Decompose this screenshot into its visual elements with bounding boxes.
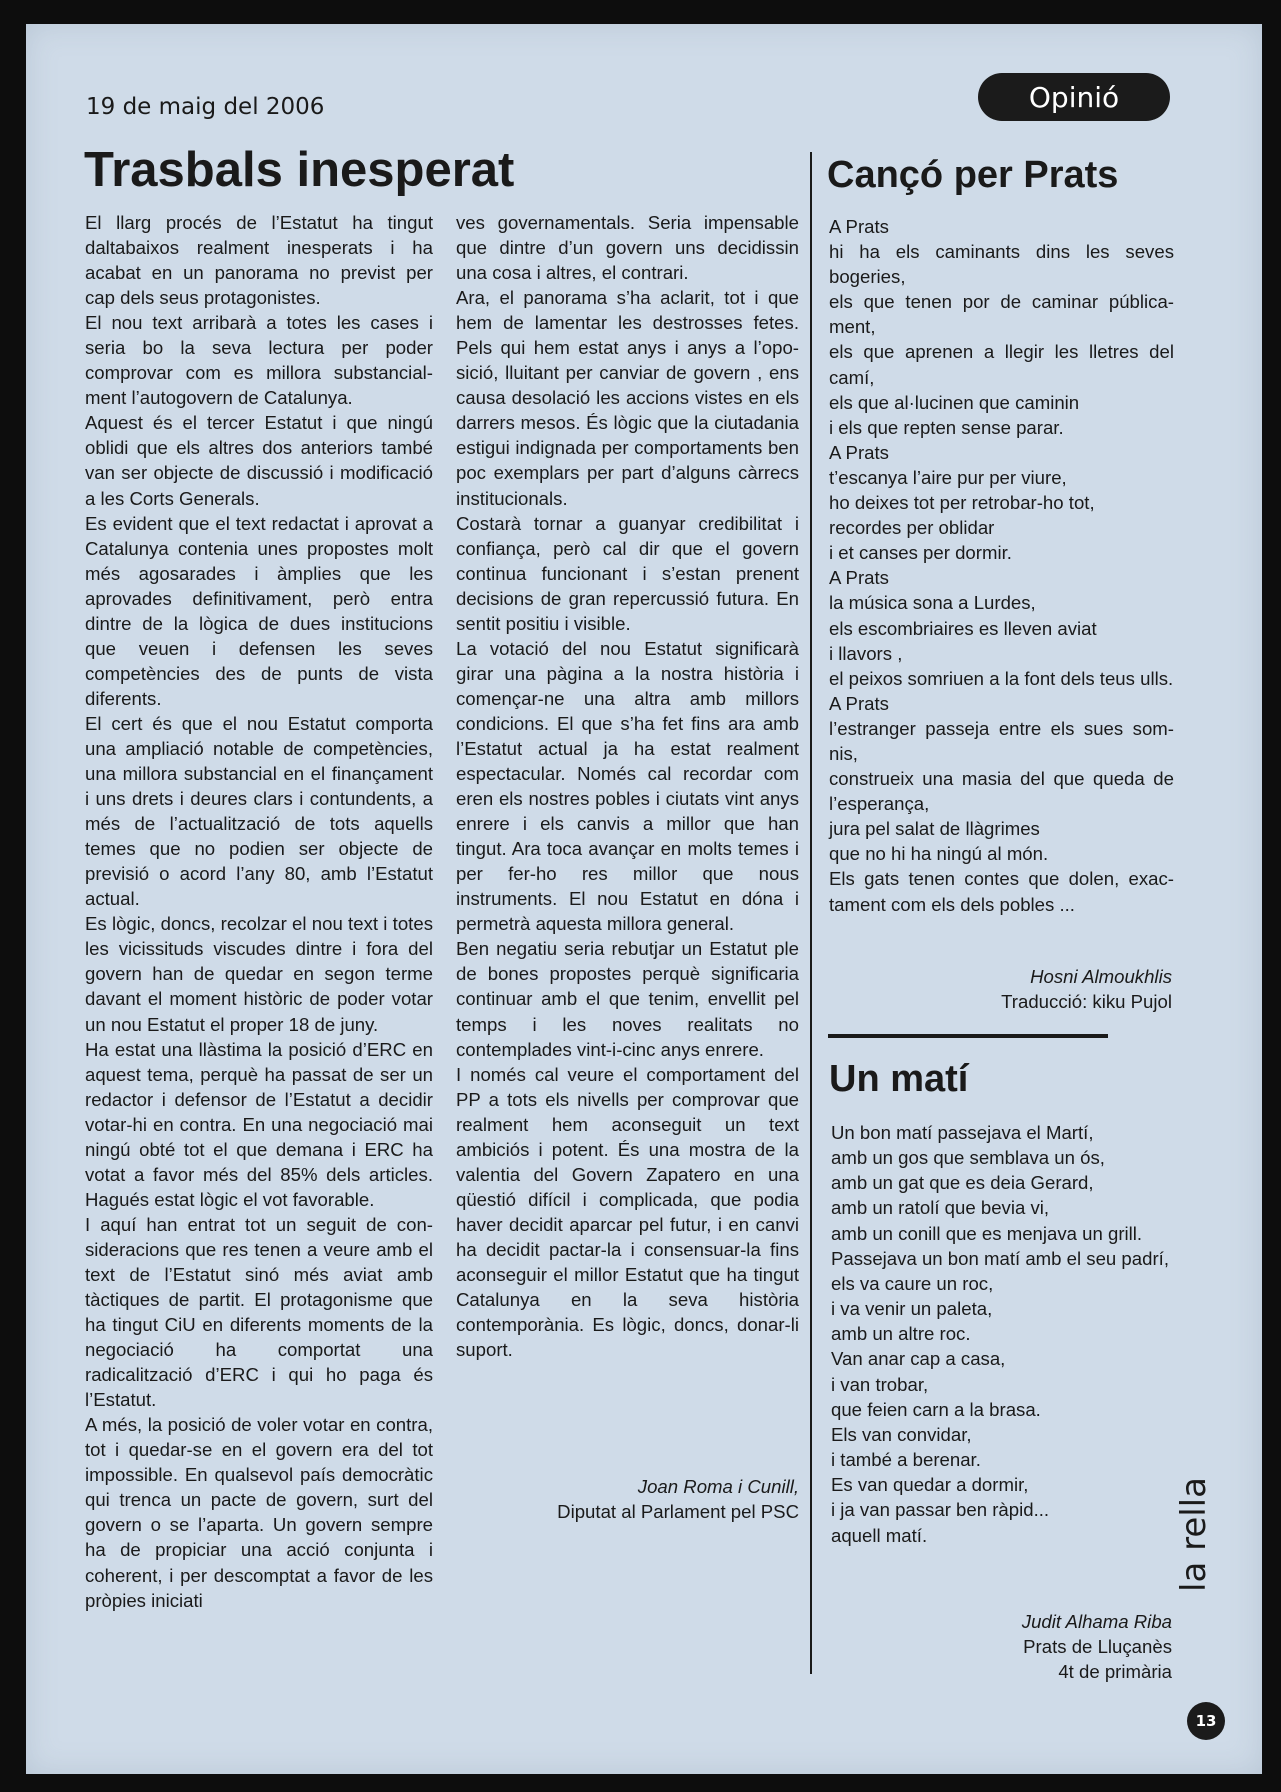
article-paragraph: Es lògic, doncs, recolzar el nou text i totes les vicissituds viscudes dintre i fora del govern han de quedar en segon terme davant el moment històric de poder votar un nou Estatut el proper 18 de juny. xyxy=(85,913,433,1035)
poem-line: amb un ratolí que bevia vi, xyxy=(831,1197,1050,1219)
article-paragraph: Aquest és el tercer Estatut i que ningú oblidi que els altres dos anteriors també van ser objecte de discussió i modificació a les Corts Generals. xyxy=(85,412,433,509)
poem-line: que feien carn a la brasa. xyxy=(831,1398,1041,1420)
poem-line: l’estranger passeja entre els sues somnis, xyxy=(829,717,1174,764)
poem2-author: Judit Alhama Riba xyxy=(1021,1611,1172,1632)
poem-line: Els gats tenen contes que dolen, exactament com els dels pobles ... xyxy=(829,868,1174,915)
poem-line: i va venir un paleta, xyxy=(831,1298,993,1320)
article-paragraph: ves governamentals. Seria impensable que dintre d’un govern uns decidissin una cosa i altres, el contrari. xyxy=(456,212,799,284)
poem-line: amb un conill que es menjava un grill. xyxy=(831,1222,1143,1244)
article-paragraph: El cert és que el nou Estatut comporta una ampliació notable de competències, una millora substancial en el finançament i uns drets i deures clars i contundents, a més de l’actualització de tots aquells temes que no podien ser objecte de previsió o acord l’any 80, amb l’Estatut actual. xyxy=(85,712,433,910)
poem-line: i et canses per dormir. xyxy=(829,542,1012,564)
article-paragraph: Ara, el panorama s’ha aclarit, tot i que hem de lamentar les destrosses fetes. Pels qui hem estat anys i anys a l’oposició, lluitant per canviar de govern , ens causa desolació les accions vistes en els darrers mesos. És lògic que la ciutadania estigui indignada per comportaments ben poc exemplars per part d’alguns càrrecs institucionals. xyxy=(456,287,799,509)
article-column-2 xyxy=(456,210,799,1362)
article-column-1 xyxy=(85,210,433,1613)
poem-line: que no hi ha ningú al món. xyxy=(829,843,1049,865)
poem-line: Es van quedar a dormir, xyxy=(831,1474,1029,1496)
column-divider xyxy=(810,152,812,1674)
poem2-grade: 4t de primària xyxy=(1058,1661,1172,1682)
poem-line: la música sona a Lurdes, xyxy=(829,592,1036,614)
poem-line: hi ha els caminants dins les seves bogeries, xyxy=(829,241,1174,288)
poem-line: amb un altre roc. xyxy=(831,1323,971,1345)
poem-line: A Prats xyxy=(829,567,889,589)
poem1-signature xyxy=(1001,964,1172,1014)
article-title: Trasbals inesperat xyxy=(84,143,515,197)
poem-line: els que aprenen a llegir les lletres del camí, xyxy=(829,341,1174,388)
newspaper-page xyxy=(26,24,1262,1774)
poem1-body xyxy=(829,214,1174,917)
poem-line: jura pel salat de llàgrimes xyxy=(829,818,1040,840)
poem-line: ho deixes tot per retrobar-ho tot, xyxy=(829,492,1095,514)
page-number-badge: 13 xyxy=(1187,1702,1225,1740)
section-badge: Opinió xyxy=(978,73,1170,121)
poem-line: construeix una masia del que queda de l’esperança, xyxy=(829,768,1174,815)
poem-line: Van anar cap a casa, xyxy=(831,1348,1006,1370)
article-paragraph: La votació del nou Estatut significarà girar una pàgina a la nostra història i començar-ne una altra amb millors condicions. El que s’ha fet fins ara amb l’Estatut actual ja ha estat realment espectacular. Només cal recordar com eren els nostres pobles i ciutats vint anys enrere i els canvis a millor que han tingut. Ara toca avançar en molts temes i per fer-ho res millor que nous instruments. El nou Estatut en dóna i permetrà aquesta millora general. xyxy=(456,637,799,935)
poem-line: i llavors , xyxy=(829,642,903,664)
poem-line: els que tenen por de caminar públicament, xyxy=(829,291,1174,338)
poem-line: A Prats xyxy=(829,441,889,463)
article-paragraph: Ha estat una llàstima la posició d’ERC en aquest tema, perquè ha passat de ser un redactor i defensor de l’Estatut a decidir votar-hi en contra. En una negociació mai ningú obté tot el que demana i ERC ha votat a favor més del 85% dels articles. Hagués estat lògic el vot favorable. xyxy=(85,1038,433,1210)
poem-line: recordes per oblidar xyxy=(829,517,995,539)
article-paragraph: El llarg procés de l’Estatut ha tingut daltabaixos realment inesperats i ha acabat en un panorama no previst per cap dels seus protagonistes. xyxy=(85,212,433,309)
poem-line: amb un gat que es deia Gerard, xyxy=(831,1172,1094,1194)
article-paragraph: Es evident que el text redactat i aprovat a Catalunya contenia unes propostes molt més agosarades i àmplies que les aprovades definitivament, però entra dintre de la lògica de dues institucions que veuen i defensen les seves competències des de punts de vista diferents. xyxy=(85,512,433,709)
poem-line: amb un gos que semblava un ós, xyxy=(831,1147,1105,1169)
article-author: Joan Roma i Cunill, xyxy=(637,1476,799,1497)
poem-line: Els van convidar, xyxy=(831,1423,972,1445)
poem1-translation-credit: Traducció: kiku Pujol xyxy=(1001,991,1172,1012)
magazine-brand: la rella xyxy=(1174,1477,1214,1592)
issue-date: 19 de maig del 2006 xyxy=(86,94,325,120)
poem-line: i van trobar, xyxy=(831,1373,929,1395)
poem2-title: Un matí xyxy=(829,1058,969,1100)
poem2-signature xyxy=(1022,1609,1172,1684)
poem1-title: Cançó per Prats xyxy=(827,154,1119,196)
poem-line: i els que repten sense parar. xyxy=(829,416,1064,438)
poem-line: Un bon matí passejava el Martí, xyxy=(831,1122,1094,1143)
poem-line: A Prats xyxy=(829,216,889,237)
poem2-place: Prats de Lluçanès xyxy=(1023,1636,1172,1657)
poem-line: els escombriaires es lleven aviat xyxy=(829,617,1097,639)
article-signature xyxy=(557,1474,799,1524)
article-paragraph: Costarà tornar a guanyar credibilitat i confiança, però cal dir que el govern continua funcionant i s’estan prenent decisions de gran repercussió futura. En sentit positiu i visible. xyxy=(456,512,799,634)
poem-line: i també a berenar. xyxy=(831,1449,981,1471)
poem-line: els va caure un roc, xyxy=(831,1272,994,1294)
section-divider xyxy=(828,1034,1108,1038)
poem1-author: Hosni Almoukhlis xyxy=(1030,966,1172,987)
poem-line: A Prats xyxy=(829,692,889,714)
article-author-role: Diputat al Parlament pel PSC xyxy=(557,1501,799,1522)
poem-line: els que al·lucinen que caminin xyxy=(829,391,1080,413)
poem-line: aquell matí. xyxy=(831,1524,928,1546)
poem-line: el peixos somriuen a la font dels teus ulls. xyxy=(829,667,1174,689)
article-paragraph: I aquí han entrat tot un seguit de consideracions que res tenen a veure amb el text de l’Estatut sinó més aviat amb tàctiques de partit. El protagonisme que ha tingut CiU en diferents moments de la negociació ha comportat una radicalització d’ERC i qui ho paga és l’Estatut. xyxy=(85,1213,433,1411)
poem-line: i ja van passar ben ràpid... xyxy=(831,1499,1050,1521)
poem-line: Passejava un bon matí amb el seu padrí, xyxy=(831,1247,1169,1269)
article-paragraph: El nou text arribarà a totes les cases i seria bo la seva lectura per poder comprovar com es millora substancialment l’autogovern de Catalunya. xyxy=(85,312,433,409)
article-paragraph: A més, la posició de voler votar en contra, tot i quedar-se en el govern era del tot impossible. En qualsevol país democràtic qui trenca un pacte de govern, surt del govern o se l’aparta. Un govern sempre ha de propiciar una acció conjunta i coherent, i per descomptat a favor de les pròpies iniciati xyxy=(85,1414,433,1611)
poem-line: t’escanya l’aire pur per viure, xyxy=(829,466,1067,488)
article-paragraph: Ben negatiu seria rebutjar un Estatut ple de bones propostes perquè significaria continuar amb el que tenim, envellit pel temps i les noves realitats no contemplades vint-i-cinc anys enrere. xyxy=(456,938,799,1060)
poem2-body xyxy=(831,1120,1174,1548)
article-paragraph: I només cal veure el comportament del PP a tots els nivells per comprovar que realment hem aconseguit un text ambiciós i potent. És una mostra de la valentia del Govern Zapatero en una qüestió difícil i complicada, que podia haver decidit aparcar pel futur, i en canvi ha decidit pactar-la i consensuar-la fins aconseguir el millor Estatut que ha tingut Catalunya en la seva història contemporània. Es lògic, doncs, donar-li suport. xyxy=(456,1063,799,1361)
